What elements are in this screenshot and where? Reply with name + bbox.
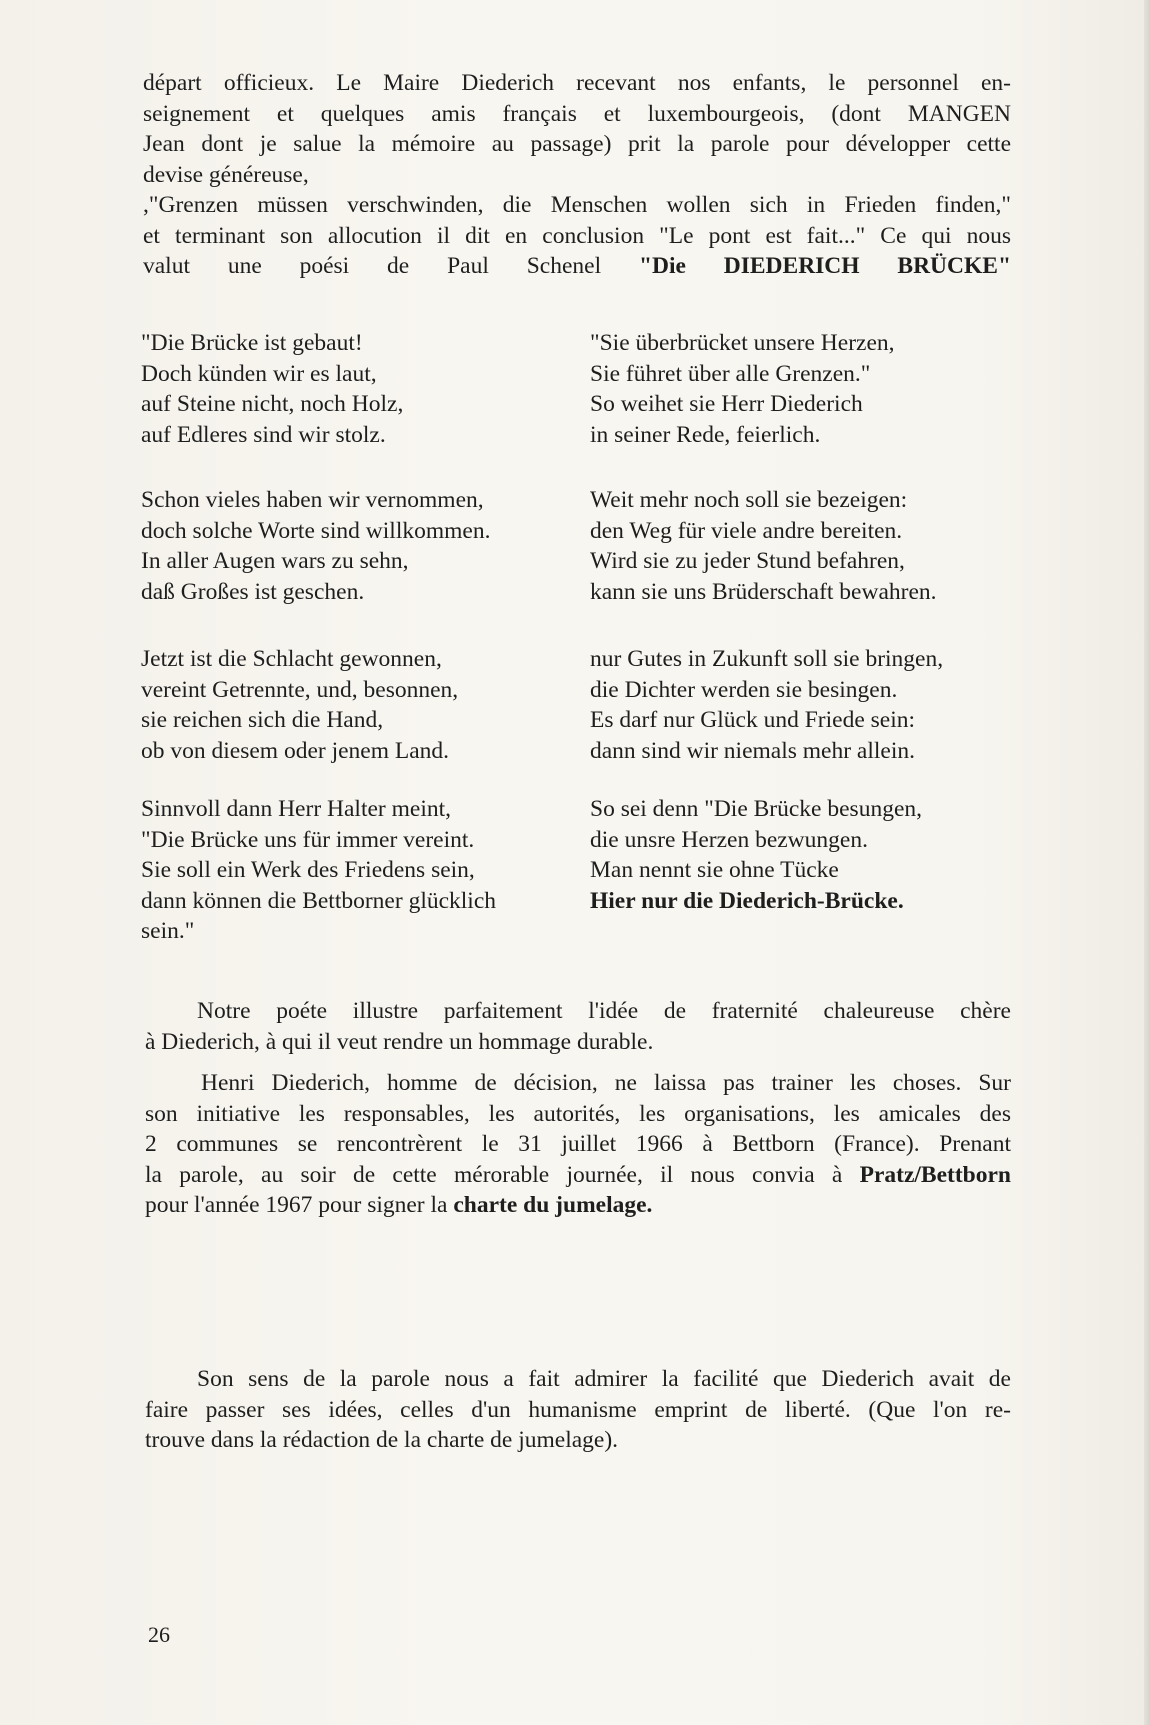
poem-line: ob von diesem oder jenem Land. bbox=[141, 737, 450, 764]
intro-line: ,"Grenzen müssen verschwinden, die Menschen wollen sich in Frieden finden," bbox=[143, 192, 1011, 218]
poem-line: Schon vieles haben wir vernommen, bbox=[141, 487, 484, 513]
poem-line: auf Steine nicht, noch Holz, bbox=[141, 391, 404, 417]
poem-line: daß Großes ist geschen. bbox=[141, 578, 365, 605]
poem-line: den Weg für viele andre bereiten. bbox=[590, 517, 903, 544]
poem-line: in seiner Rede, feierlich. bbox=[590, 421, 821, 448]
paragraph-line: à Diederich, à qui il veut rendre un hommage durable. bbox=[145, 1028, 654, 1055]
paragraph-2 bbox=[145, 1068, 1011, 1221]
poem-line: Sie führet über alle Grenzen." bbox=[590, 360, 871, 387]
paragraph-3 bbox=[145, 1364, 1011, 1456]
poem-line: Sinnvoll dann Herr Halter meint, bbox=[141, 796, 451, 822]
page-number: 26 bbox=[148, 1622, 170, 1647]
poem-line: kann sie uns Brüderschaft bewahren. bbox=[590, 578, 937, 605]
paragraph-line: faire passer ses idées, celles d'un humanisme emprint de liberté. (Que l'on re- bbox=[145, 1396, 1011, 1423]
paragraph-line: trouve dans la rédaction de la charte de jumelage). bbox=[145, 1427, 619, 1453]
poem-stanza-left-1 bbox=[141, 328, 561, 450]
poem-line: Weit mehr noch soll sie bezeigen: bbox=[590, 487, 908, 513]
poem-line: die unsre Herzen bezwungen. bbox=[590, 826, 868, 853]
poem-line: doch solche Worte sind willkommen. bbox=[141, 517, 491, 544]
paragraph-text: la parole, au soir de cette mérorable journée, il nous convia à bbox=[145, 1161, 843, 1188]
poem-line: "Die Brücke uns für immer vereint. bbox=[141, 826, 475, 853]
paragraph-line bbox=[145, 1190, 1011, 1221]
poem-title: "Die DIEDERICH BRÜCKE" bbox=[638, 253, 1011, 279]
poem-line: sein." bbox=[141, 918, 195, 944]
page-edge bbox=[1144, 0, 1150, 1725]
poem-line: So weihet sie Herr Diederich bbox=[590, 391, 863, 417]
poem-stanza-left-3 bbox=[141, 644, 561, 766]
poem-line: "Sie überbrücket unsere Herzen, bbox=[590, 330, 895, 356]
poem-line: Doch künden wir es laut, bbox=[141, 360, 377, 387]
poem-line: Wird sie zu jeder Stund befahren, bbox=[590, 548, 905, 574]
poem-line-bold: Hier nur die Diederich-Brücke. bbox=[590, 887, 904, 914]
poem-stanza-right-1 bbox=[590, 328, 1010, 450]
poem-stanza-right-3 bbox=[590, 644, 1010, 766]
poem-stanza-right-2 bbox=[590, 485, 1010, 607]
intro-last-text: valut une poési de Paul Schenel bbox=[143, 253, 602, 279]
paragraph-line: 2 communes se rencontrèrent le 31 juillet 1966 à Bettborn (France). Prenant bbox=[145, 1131, 1011, 1157]
poem-line: Es darf nur Glück und Friede sein: bbox=[590, 707, 916, 733]
intro-line: départ officieux. Le Maire Diederich recevant nos enfants, le personnel en- bbox=[143, 70, 1011, 96]
intro-line: et terminant son allocution il dit en conclusion "Le pont est fait..." Ce qui nous bbox=[143, 222, 1011, 249]
poem-line: Jetzt ist die Schlacht gewonnen, bbox=[141, 646, 442, 672]
intro-line: seignement et quelques amis français et luxembourgeois, (dont MANGEN bbox=[143, 100, 1011, 127]
paragraph-line: Son sens de la parole nous a fait admirer la facilité que Diederich avait de bbox=[197, 1366, 1011, 1392]
intro-line: Jean dont je salue la mémoire au passage) prit la parole pour développer cette bbox=[143, 131, 1011, 157]
poem-line: So sei denn "Die Brücke besungen, bbox=[590, 796, 922, 822]
poem-line: sie reichen sich die Hand, bbox=[141, 707, 384, 733]
paragraph-line bbox=[145, 1160, 1011, 1191]
poem-line: nur Gutes in Zukunft soll sie bringen, bbox=[590, 646, 944, 672]
poem-line: dann sind wir niemals mehr allein. bbox=[590, 737, 916, 764]
paragraph-1 bbox=[145, 996, 1011, 1057]
poem-line: "Die Brücke ist gebaut! bbox=[141, 330, 363, 356]
paragraph-line: Henri Diederich, homme de décision, ne laissa pas trainer les choses. Sur bbox=[201, 1070, 1011, 1096]
paragraph-line: son initiative les responsables, les autorités, les organisations, les amicales des bbox=[145, 1100, 1011, 1127]
poem-line: die Dichter werden sie besingen. bbox=[590, 676, 898, 703]
poem-stanza-left-2 bbox=[141, 485, 561, 607]
paragraph-line: Notre poéte illustre parfaitement l'idée de fraternité chaleureuse chère bbox=[197, 998, 1011, 1024]
intro-last-line bbox=[143, 251, 1011, 282]
bold-place-name: Pratz/Bettborn bbox=[859, 1161, 1011, 1188]
paragraph-text: pour l'année 1967 pour signer la bbox=[145, 1192, 448, 1218]
poem-line: dann können die Bettborner glücklich bbox=[141, 887, 497, 914]
poem-stanza-right-4 bbox=[590, 794, 1010, 916]
poem-line: Man nennt sie ohne Tücke bbox=[590, 857, 839, 883]
poem-stanza-left-4 bbox=[141, 794, 561, 947]
poem-line: In aller Augen wars zu sehn, bbox=[141, 548, 409, 574]
poem-line: vereint Getrennte, und, besonnen, bbox=[141, 676, 459, 703]
intro-paragraph bbox=[143, 68, 1011, 282]
poem-line: Sie soll ein Werk des Friedens sein, bbox=[141, 857, 475, 883]
bold-charte: charte du jumelage. bbox=[453, 1192, 653, 1218]
intro-line: devise généreuse, bbox=[143, 161, 309, 188]
poem-line: auf Edleres sind wir stolz. bbox=[141, 421, 386, 448]
